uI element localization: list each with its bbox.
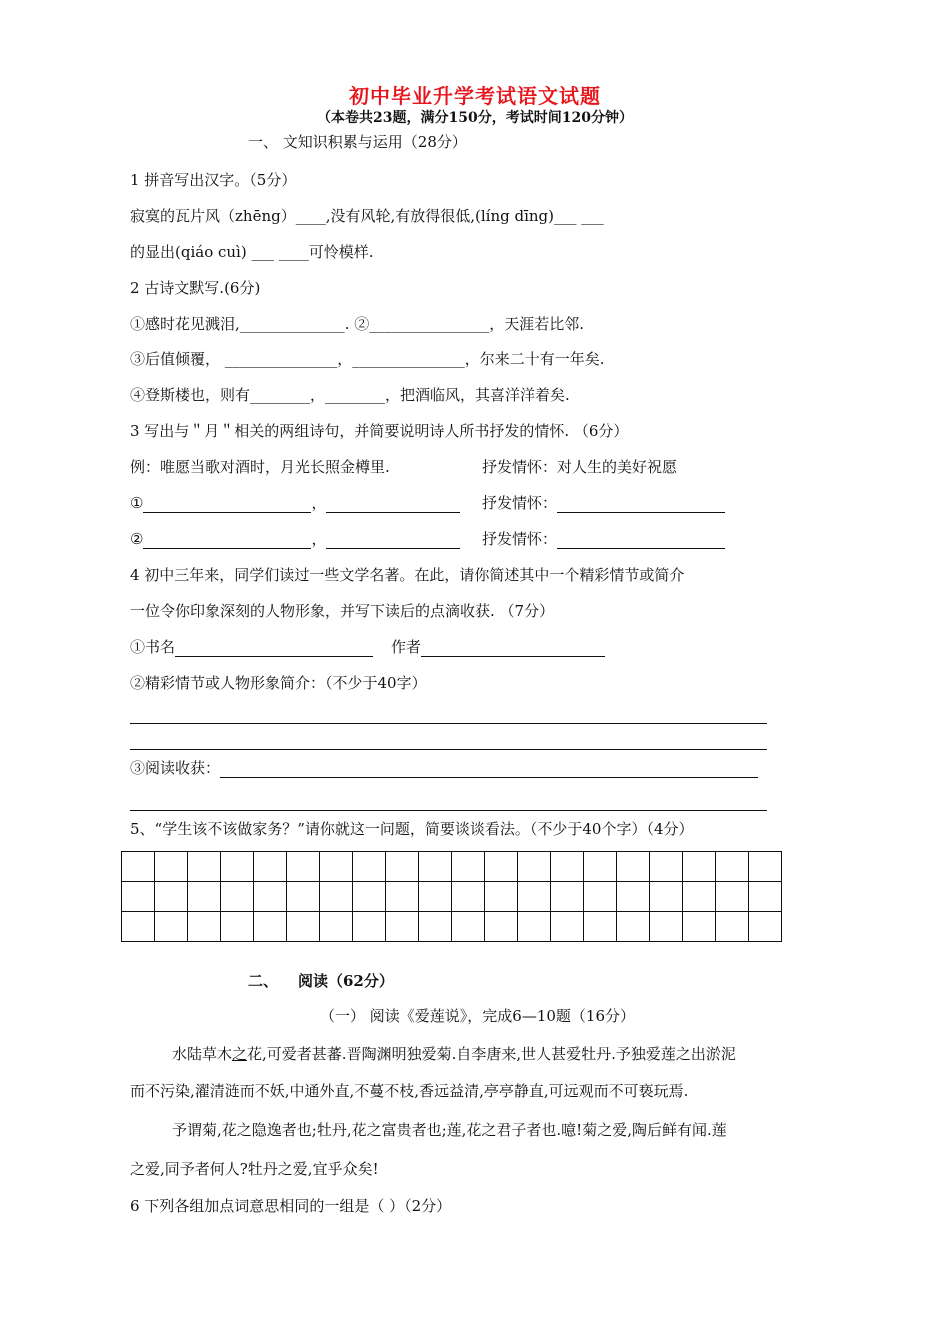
grid-cell[interactable] xyxy=(650,912,683,942)
q3-item2-number: ② xyxy=(130,530,144,548)
grid-cell[interactable] xyxy=(254,912,287,942)
grid-row xyxy=(122,912,782,942)
grid-cell[interactable] xyxy=(155,882,188,912)
grid-cell[interactable] xyxy=(617,852,650,882)
grid-cell[interactable] xyxy=(320,852,353,882)
grid-cell[interactable] xyxy=(683,882,716,912)
q3-item2-blank-a[interactable] xyxy=(143,533,311,549)
grid-cell[interactable] xyxy=(188,882,221,912)
q2-line1: ①感时花见溅泪,______________. ②________________，天涯若比邻. xyxy=(130,315,585,333)
q1-label: 1 拼音写出汉字。（5分） xyxy=(130,171,297,189)
q3-example-verse: 例：唯愿当歌对酒时，月光长照金樽里. xyxy=(130,458,390,476)
grid-cell[interactable] xyxy=(188,912,221,942)
q4-book-row xyxy=(130,637,605,657)
q3-item1-number: ① xyxy=(130,494,144,512)
grid-cell[interactable] xyxy=(749,852,782,882)
q3-item1-comma: ， xyxy=(311,494,327,512)
grid-cell[interactable] xyxy=(419,882,452,912)
q4-gain-label: ③阅读收获： xyxy=(130,759,221,777)
q3-item2 xyxy=(130,529,460,549)
section1-heading: 一、 文知识积累与运用（28分） xyxy=(248,133,467,151)
q4-book-label: ①书名 xyxy=(130,638,176,656)
q4-answer-line-2[interactable] xyxy=(130,749,767,750)
q4-plot-label: ②精彩情节或人物形象简介：（不少于40字） xyxy=(130,674,427,692)
grid-cell[interactable] xyxy=(353,852,386,882)
grid-cell[interactable] xyxy=(485,912,518,942)
grid-cell[interactable] xyxy=(320,912,353,942)
q3-item2-blank-b[interactable] xyxy=(326,533,460,549)
q5-answer-grid[interactable] xyxy=(121,851,782,942)
q3-item2-feeling-label: 抒发情怀： xyxy=(482,530,558,548)
grid-cell[interactable] xyxy=(551,852,584,882)
q3-item2-feeling xyxy=(482,529,725,549)
grid-cell[interactable] xyxy=(716,882,749,912)
q1-line2: 的显出(qiáo cuì) ___ ____可怜模样. xyxy=(130,243,374,261)
q4-gain-row xyxy=(130,758,758,778)
grid-cell[interactable] xyxy=(353,912,386,942)
q3-item1-blank-a[interactable] xyxy=(143,497,311,513)
passage-para1-line1 xyxy=(172,1044,736,1064)
grid-cell[interactable] xyxy=(716,852,749,882)
q2-label: 2 古诗文默写.(6分) xyxy=(130,279,261,297)
exam-title: 初中毕业升学考试语文试题 xyxy=(349,84,601,108)
q5-label: 5、“学生该不该做家务？”请你就这一问题，简要谈谈看法。（不少于40个字）（4分） xyxy=(130,820,694,838)
grid-cell[interactable] xyxy=(419,852,452,882)
grid-cell[interactable] xyxy=(155,852,188,882)
grid-cell[interactable] xyxy=(419,912,452,942)
grid-cell[interactable] xyxy=(188,852,221,882)
q4-author-label: 作者 xyxy=(391,638,422,656)
grid-cell[interactable] xyxy=(122,882,155,912)
grid-cell[interactable] xyxy=(386,852,419,882)
grid-cell[interactable] xyxy=(287,852,320,882)
grid-cell[interactable] xyxy=(320,882,353,912)
q1-line1: 寂寞的瓦片风（zhēng）____,没有风轮,有放得很低,(líng dīng)___ ___ xyxy=(130,207,604,225)
q4-answer-line-1[interactable] xyxy=(130,723,767,724)
grid-cell[interactable] xyxy=(221,852,254,882)
q4-author-blank[interactable] xyxy=(421,641,605,657)
grid-cell[interactable] xyxy=(221,912,254,942)
grid-cell[interactable] xyxy=(518,852,551,882)
section2-heading-number: 二、 xyxy=(248,972,279,990)
passage-text: 花,可爱者甚蕃.晋陶渊明独爱菊.自李唐来,世人甚爱牡丹.予独爱莲之出淤泥 xyxy=(247,1045,736,1063)
grid-cell[interactable] xyxy=(683,852,716,882)
grid-cell[interactable] xyxy=(749,882,782,912)
grid-row xyxy=(122,882,782,912)
q3-item1 xyxy=(130,493,460,513)
grid-cell[interactable] xyxy=(287,912,320,942)
grid-cell[interactable] xyxy=(617,912,650,942)
passage-para1-line2: 而不污染,濯清涟而不妖,中通外直,不蔓不枝,香远益清,亭亭静直,可远观而不可亵玩焉. xyxy=(130,1082,689,1100)
passage-para2-line2: 之爱,同予者何人?牡丹之爱,宜乎众矣! xyxy=(130,1160,379,1178)
q2-line3: ④登斯楼也，则有________，________，把酒临风，其喜洋洋着矣. xyxy=(130,386,570,404)
grid-cell[interactable] xyxy=(617,882,650,912)
grid-cell[interactable] xyxy=(485,852,518,882)
passage-text: 水陆草木 xyxy=(172,1045,233,1063)
part1-heading: （一） 阅读《爱莲说》，完成6—10题（16分） xyxy=(320,1007,635,1025)
grid-cell[interactable] xyxy=(749,912,782,942)
q4-book-blank[interactable] xyxy=(175,641,373,657)
grid-cell[interactable] xyxy=(584,852,617,882)
grid-cell[interactable] xyxy=(386,912,419,942)
grid-cell[interactable] xyxy=(518,912,551,942)
q3-label: 3 写出与＂月＂相关的两组诗句，并简要说明诗人所书抒发的情怀. （6分） xyxy=(130,422,629,440)
q3-item2-comma: ， xyxy=(311,530,327,548)
passage-para2-line1: 予谓菊,花之隐逸者也;牡丹,花之富贵者也;莲,花之君子者也.噫!菊之爱,陶后鲜有闻.莲 xyxy=(172,1121,727,1139)
q3-item2-feeling-blank[interactable] xyxy=(557,533,725,549)
grid-cell[interactable] xyxy=(287,882,320,912)
grid-cell[interactable] xyxy=(452,882,485,912)
grid-cell[interactable] xyxy=(683,912,716,942)
grid-cell[interactable] xyxy=(353,882,386,912)
emphasized-word: 之 xyxy=(232,1045,248,1063)
q3-example-feeling: 抒发情怀：对人生的美好祝愿 xyxy=(482,458,678,476)
grid-cell[interactable] xyxy=(221,882,254,912)
q4-label-line1: 4 初中三年来，同学们读过一些文学名著。在此，请你简述其中一个精彩情节或简介 xyxy=(130,566,685,584)
q3-item1-feeling-label: 抒发情怀： xyxy=(482,494,558,512)
grid-cell[interactable] xyxy=(518,882,551,912)
grid-cell[interactable] xyxy=(584,912,617,942)
q3-item1-blank-b[interactable] xyxy=(326,497,460,513)
grid-cell[interactable] xyxy=(650,882,683,912)
grid-cell[interactable] xyxy=(716,912,749,942)
q3-item1-feeling-blank[interactable] xyxy=(557,497,725,513)
q3-item1-feeling xyxy=(482,493,725,513)
grid-cell[interactable] xyxy=(122,852,155,882)
q4-gain-blank[interactable] xyxy=(220,762,758,778)
exam-subtitle: （本卷共23题，满分150分，考试时间120分钟） xyxy=(317,110,633,126)
grid-cell[interactable] xyxy=(452,852,485,882)
grid-cell[interactable] xyxy=(155,912,188,942)
grid-cell[interactable] xyxy=(584,882,617,912)
q4-label-line2: 一位令你印象深刻的人物形象，并写下读后的点滴收获. （7分） xyxy=(130,602,555,620)
q2-line2: ③后值倾覆， _______________，_______________，尔来二十有一年矣. xyxy=(130,350,605,368)
grid-cell[interactable] xyxy=(122,912,155,942)
q6-label: 6 下列各组加点词意思相同的一组是（ ）（2分） xyxy=(130,1197,452,1215)
grid-cell[interactable] xyxy=(551,882,584,912)
grid-cell[interactable] xyxy=(650,852,683,882)
grid-cell[interactable] xyxy=(551,912,584,942)
grid-cell[interactable] xyxy=(386,882,419,912)
grid-row xyxy=(122,852,782,882)
q4-answer-line-3[interactable] xyxy=(130,810,767,811)
grid-cell[interactable] xyxy=(485,882,518,912)
section2-heading: 阅读（62分） xyxy=(298,972,394,990)
grid-cell[interactable] xyxy=(254,882,287,912)
grid-cell[interactable] xyxy=(254,852,287,882)
grid-cell[interactable] xyxy=(452,912,485,942)
